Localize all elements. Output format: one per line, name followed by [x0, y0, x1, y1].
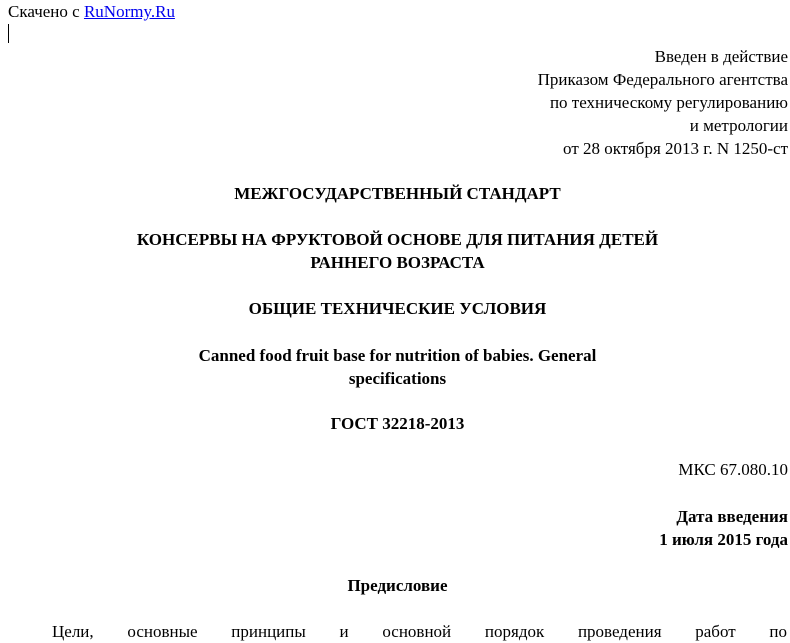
title-ru-line-2: РАННЕГО ВОЗРАСТА — [310, 253, 485, 272]
title-ru — [0, 228, 790, 274]
title-en — [0, 344, 790, 390]
foreword-heading: Предисловие — [347, 576, 448, 595]
enactment-line-2: Приказом Федерального агентства — [537, 70, 788, 89]
enactment-block — [538, 45, 788, 160]
body-paragraph-first-line: Цели, основные принципы и основной порядок проведения работ по — [52, 622, 787, 641]
enactment-line-3: по техническому регулированию — [549, 93, 788, 112]
standard-type-heading: МЕЖГОСУДАРСТВЕННЫЙ СТАНДАРТ — [234, 184, 561, 203]
mks-code: МКС 67.080.10 — [678, 460, 788, 479]
introduction-date-value: 1 июля 2015 года — [659, 530, 788, 549]
enactment-line-4: и метрологии — [689, 116, 788, 135]
enactment-line-1: Введен в действие — [654, 47, 788, 66]
introduction-date-label: Дата введения — [676, 507, 788, 526]
enactment-line-5: от 28 октября 2013 г. N 1250-ст — [563, 139, 788, 158]
title-en-line-1: Canned food fruit base for nutrition of babies. General — [198, 346, 597, 365]
introduction-date — [659, 505, 788, 551]
title-en-line-2: specifications — [348, 369, 447, 388]
source-prefix: Скачено с — [8, 2, 84, 21]
source-link[interactable]: RuNormy.Ru — [83, 2, 175, 21]
title-ru-line-1: КОНСЕРВЫ НА ФРУКТОВОЙ ОСНОВЕ ДЛЯ ПИТАНИЯ ДЕТЕЙ — [136, 230, 659, 249]
gost-number: ГОСТ 32218-2013 — [330, 414, 465, 433]
subtitle-ru: ОБЩИЕ ТЕХНИЧЕСКИЕ УСЛОВИЯ — [248, 299, 547, 318]
source-line — [8, 0, 175, 23]
text-cursor — [8, 24, 9, 43]
